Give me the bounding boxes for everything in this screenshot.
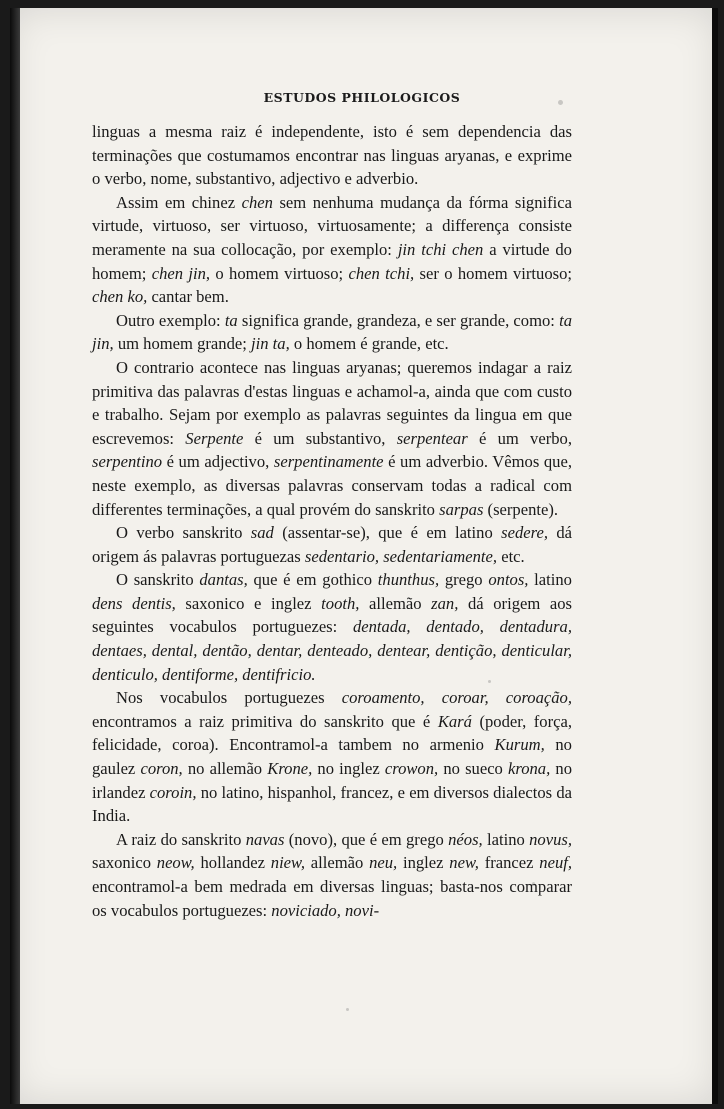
text-run: saxonico e inglez	[175, 593, 322, 613]
italic-term: serpentear	[396, 428, 468, 448]
text-run: A raiz do sanskrito	[116, 829, 246, 849]
text-run: grego	[439, 570, 489, 590]
italic-term: chen ko,	[92, 287, 148, 307]
text-run: allemão	[305, 853, 370, 873]
text-run: (serpente).	[483, 499, 559, 519]
text-run: cantar bem.	[147, 287, 229, 307]
italic-term: crowon,	[384, 759, 439, 779]
running-head: ESTUDOS PHILOLOGICOS	[263, 90, 461, 105]
italic-term: néos,	[448, 829, 483, 849]
italic-term: niew,	[270, 853, 306, 873]
text-run: é um adverbio. Vêmos que, neste exemplo, as diversas palavras conservam todas a radical com differentes terminações, a qual provém do sanskrito	[92, 452, 572, 519]
page-left-edge	[10, 8, 20, 1104]
text-run: inglez	[397, 853, 450, 873]
italic-term: jin tchi chen	[397, 239, 484, 259]
text-run: dá origem aos seguintes vocabulos portuguezes:	[92, 593, 572, 637]
text-run: encontramol-a bem medrada em diversas linguas; basta-nos comparar os vocabulos portuguezes:	[92, 877, 572, 920]
italic-term: noviciado, novi-	[271, 900, 380, 920]
text-run: O contrario acontece nas linguas aryanas; queremos indagar a raiz primitiva das palavras d'estas linguas e achamol-a, ainda que com custo e trabalho. Sejam por exemplo as palavras seguintes da lingua em que escrevemos:	[92, 357, 572, 448]
text-run: ser o homem virtuoso;	[414, 263, 572, 283]
text-run: (novo), que é em grego	[284, 829, 449, 849]
italic-term: novus,	[529, 829, 572, 849]
italic-term: dentada, dentado, dentadura, dentaes, dental, dentão, dentar, denteado, dentear, dentição, denticular, denticulo, dentiforme, dentifricio.	[92, 617, 572, 684]
paper-speck	[346, 1008, 349, 1011]
italic-term: ta	[224, 310, 238, 330]
text-run: no latino, hispanhol, francez, e em diversos dialectos da India.	[92, 782, 572, 826]
italic-term: sad	[250, 523, 274, 543]
paragraph-p8	[92, 828, 572, 922]
italic-term: ontos,	[488, 570, 529, 590]
italic-term: navas	[245, 829, 285, 849]
italic-term: neuf,	[539, 853, 572, 873]
italic-term: chen tchi,	[348, 263, 415, 283]
paragraph-p4	[92, 356, 572, 521]
text-run: Outro exemplo:	[116, 310, 225, 330]
italic-term: jin ta,	[251, 334, 290, 354]
italic-term: new,	[449, 853, 479, 873]
text-run: o homem virtuoso;	[210, 263, 349, 283]
text-run: O verbo sanskrito	[116, 523, 251, 543]
paragraph-p1	[92, 120, 572, 191]
italic-term: neu,	[369, 853, 398, 873]
page-right-edge	[712, 8, 718, 1104]
text-run: sem nenhuma mudança da fórma significa virtude, virtuoso, ser virtuoso, virtuosamente; a differença consiste meramente na sua collocação, por exemplo:	[92, 192, 572, 259]
paragraph-p5	[92, 521, 572, 568]
italic-term: serpentino	[92, 452, 163, 472]
text-run: é um verbo,	[467, 428, 572, 448]
text-run: a virtude do homem;	[92, 239, 572, 283]
paragraph-p6	[92, 568, 572, 686]
italic-term: zan,	[431, 593, 459, 613]
italic-term: coron,	[140, 759, 183, 779]
text-run: o homem é grande, etc.	[289, 334, 449, 354]
text-run: francez	[478, 853, 540, 873]
text-run: é um substantivo,	[243, 428, 397, 448]
text-run: hollandez	[194, 853, 271, 873]
text-run: O sanskrito	[116, 570, 200, 590]
italic-term: sarpas	[439, 499, 484, 519]
text-run: é um adjectivo,	[162, 452, 274, 472]
text-run: allemão	[359, 593, 432, 613]
italic-term: thunthus,	[377, 570, 440, 590]
text-run: que é em gothico	[247, 570, 378, 590]
italic-term: dens dentis,	[92, 593, 176, 613]
italic-term: chen jin,	[151, 263, 211, 283]
paragraph-p3	[92, 309, 572, 356]
italic-term: Kurum,	[494, 735, 545, 755]
text-run: encontramos a raiz primitiva do sanskrito que é	[92, 711, 438, 731]
italic-term: Serpente	[185, 428, 244, 448]
text-run: latino	[528, 570, 572, 590]
italic-term: Krone,	[267, 759, 313, 779]
text-run: no allemão	[182, 759, 268, 779]
italic-term: tooth,	[321, 593, 360, 613]
body-text	[92, 120, 572, 922]
italic-term: krona,	[508, 759, 551, 779]
paragraph-p7	[92, 686, 572, 828]
italic-term: sedentario, sedentariamente,	[304, 546, 498, 566]
text-run: no gaulez	[92, 735, 572, 779]
text-run: etc.	[497, 546, 525, 566]
text-run: Assim em chinez	[116, 192, 242, 212]
italic-term: Kará	[437, 711, 472, 731]
paragraph-p2	[92, 191, 572, 309]
italic-term: coroamento, coroar, coroação,	[341, 688, 573, 708]
italic-term: dantas,	[199, 570, 248, 590]
text-run: latino	[482, 829, 530, 849]
italic-term: serpentinamente	[273, 452, 384, 472]
italic-term: ta jin,	[92, 310, 572, 354]
text-run: dá origem ás palavras portuguezas	[92, 523, 572, 566]
italic-term: sedere,	[501, 523, 548, 543]
italic-term: neow,	[156, 853, 195, 873]
text-run: no sueco	[438, 759, 508, 779]
italic-term: coroin,	[149, 782, 197, 802]
text-run: saxonico	[92, 853, 157, 873]
text-run: no irlandez	[92, 759, 572, 802]
text-run: (poder, força, felicidade, coroa). Encontramol-a tambem no armenio	[92, 711, 572, 755]
text-run: significa grande, grandeza, e ser grande, como:	[237, 310, 560, 330]
text-run: um homem grande;	[113, 334, 251, 354]
text-run: Nos vocabulos portuguezes	[116, 688, 342, 708]
text-run: linguas a mesma raiz é independente, isto é sem dependencia das terminações que costumamos encontrar nas linguas aryanas, e exprime o verbo, nome, substantivo, adjectivo e adverbio.	[92, 122, 572, 189]
italic-term: chen	[241, 192, 273, 212]
text-run: no inglez	[312, 759, 385, 779]
text-run: (assentar-se), que é em latino	[273, 523, 502, 543]
